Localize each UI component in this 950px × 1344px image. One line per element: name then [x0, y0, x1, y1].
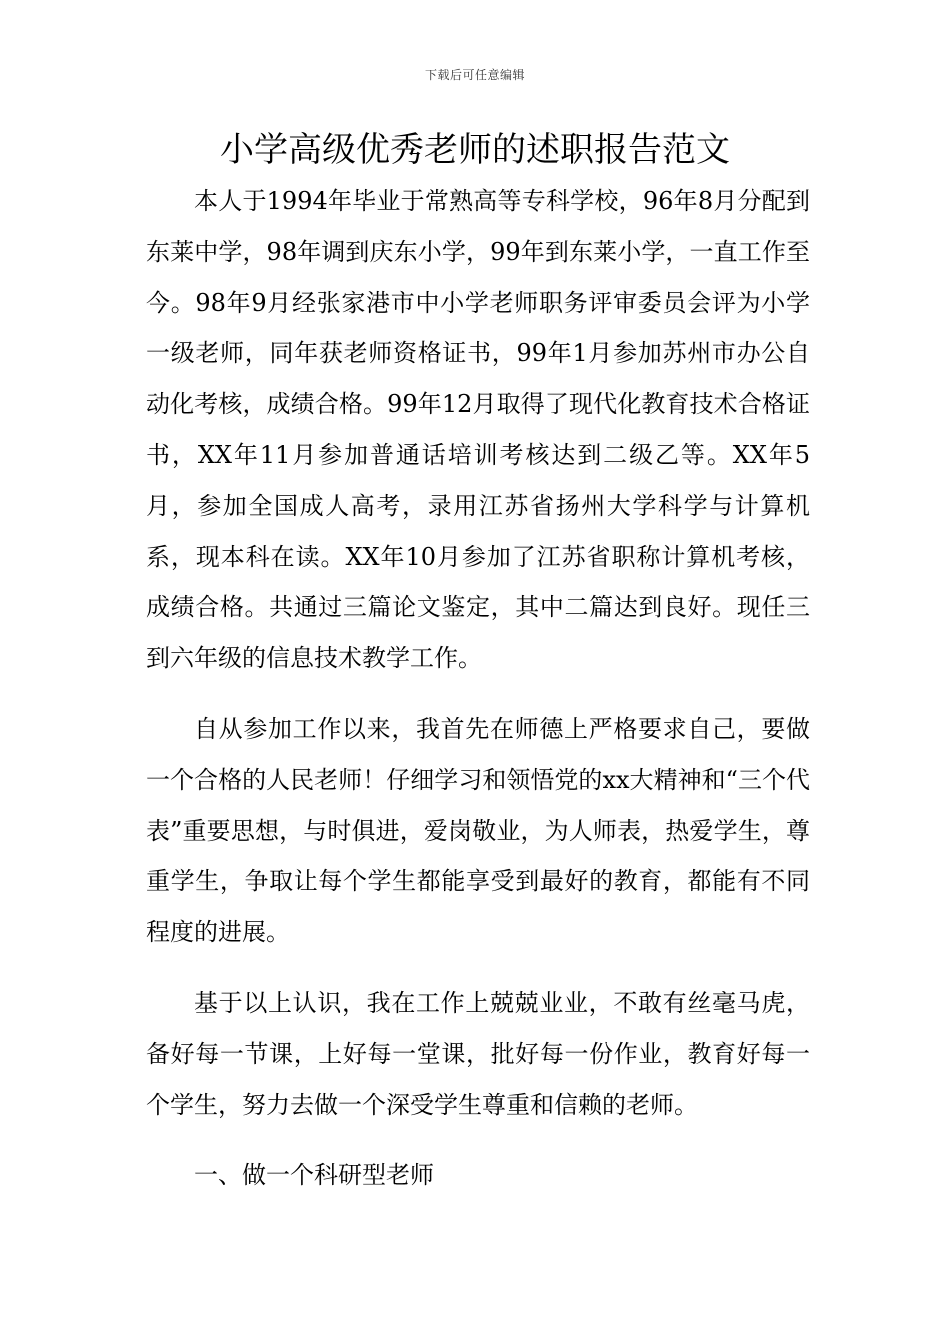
paragraph-2: 自从参加工作以来，我首先在师德上严格要求自己，要做一个合格的人民老师！仔细学习和领悟党的xx大精神和“三个代表”重要思想，与时俱进，爱岗敬业，为人师表，热爱学生，尊重学生，争取让每个学生都能享受到最好的教育，都能有不同程度的进展。	[146, 714, 810, 947]
paragraph-3: 基于以上认识，我在工作上兢兢业业，不敢有丝毫马虎，备好每一节课，上好每一堂课，批好每一份作业，教育好每一个学生，努力去做一个深受学生尊重和信赖的老师。	[146, 988, 810, 1119]
document-title: 小学高级优秀老师的述职报告范文	[220, 130, 730, 170]
document-body	[146, 176, 810, 1201]
paragraph-1: 本人于1994年毕业于常熟高等专科学校，96年8月分配到东莱中学，98年调到庆东小学，99年到东莱小学，一直工作至今。98年9月经张家港市中小学老师职务评审委员会评为小学一级老师，同年获老师资格证书，99年1月参加苏州市办公自动化考核，成绩合格。99年12月取得了现代化教育技术合格证书，XX年11月参加普通话培训考核达到二级乙等。XX年5月，参加全国成人高考，录用江苏省扬州大学科学与计算机系，现本科在读。XX年10月参加了江苏省职称计算机考核，成绩合格。共通过三篇论文鉴定，其中二篇达到良好。现任三到六年级的信息技术教学工作。	[146, 187, 810, 673]
header-note: 下载后可任意编辑	[424, 68, 525, 82]
section-heading: 一、做一个科研型老师	[194, 1161, 434, 1190]
